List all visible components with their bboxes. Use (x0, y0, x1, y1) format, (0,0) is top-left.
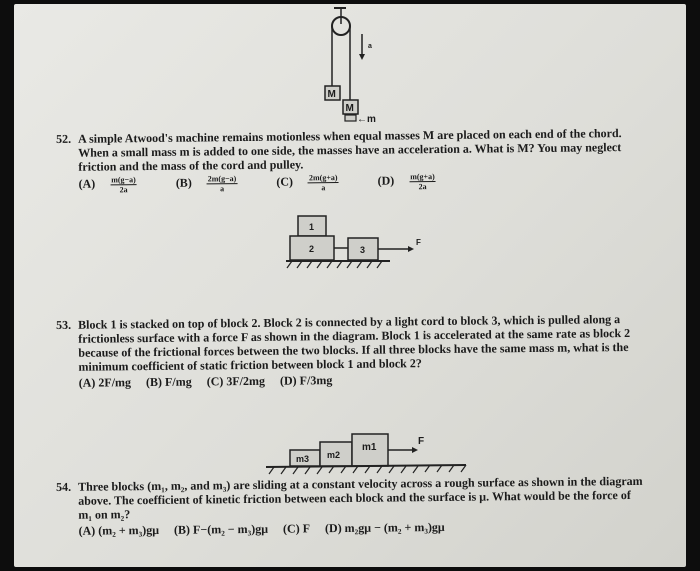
force-arrow-head (408, 246, 414, 252)
choice-54-a[interactable]: (A) (m₂ + m₃)gμ (78, 522, 160, 538)
added-small-mass (345, 115, 356, 121)
right-mass-label: M (345, 103, 354, 114)
choice-54-d[interactable]: (D) m₂gμ − (m₂ + m₃)gμ (324, 519, 445, 536)
acceleration-label: a (368, 43, 372, 50)
question-52-number: 52. (56, 131, 72, 146)
question-53-line-1: Block 1 is stacked on top of block 2. Block 2 is connected by a light cord to block 3, which is pulled along a (77, 312, 621, 332)
question-53-line-4: minimum coefficient of static friction between block 1 and block 2? (78, 356, 422, 374)
choice-53-d[interactable]: (D) F/3mg (279, 373, 333, 388)
three-blocks-diagram (262, 428, 472, 478)
acceleration-arrow-head (359, 54, 365, 60)
choice-54-b[interactable]: (B) F−(m₂ − m₃)gμ (173, 521, 269, 537)
force-label: F (416, 238, 421, 247)
choice-54-c[interactable]: (C) F (282, 521, 311, 536)
left-mass-label: M (327, 89, 336, 100)
choice-52-c[interactable]: (C) $\frac{2m(g+a)}{a}$ (276, 173, 338, 193)
choice-52-a[interactable]: (A) $\frac{m(g-a)}{2a}$ (78, 175, 136, 195)
block-m1-label: m1 (362, 442, 377, 453)
added-mass-label: ←m (357, 114, 376, 125)
force-arrow-54-head (412, 447, 418, 453)
question-52 (56, 126, 622, 195)
choice-52-b[interactable]: (B) $\frac{2m(g-a)}{a}$ (175, 174, 237, 194)
floor-hatching (287, 261, 382, 268)
question-54-line-2: above. The coefficient of kinetic friction between each block and the surface is μ. What would be the force of (78, 487, 631, 508)
block-1-label: 1 (309, 222, 315, 232)
force-label-54: F (418, 436, 425, 447)
block-m3-label: m3 (296, 454, 310, 464)
question-53-line-3: because of the frictional forces between the two blocks. If all three blocks have the same mass m, what is the (78, 340, 629, 360)
question-54-line-3: m₁ on m₂? (78, 507, 131, 522)
question-54 (56, 474, 643, 538)
question-52-line-2: When a small mass m is added to one side, the masses have an acceleration a. What is M? You may neglect (78, 140, 622, 160)
question-53-number: 53. (56, 317, 72, 332)
stacked-blocks-diagram (282, 212, 452, 274)
block-3-label: 3 (360, 245, 366, 255)
question-53 (56, 312, 631, 390)
question-53-line-2: frictionless surface with a force F as shown in the diagram. Block 1 is accelerated at the same rate as block 2 (78, 325, 631, 346)
block-2-label: 2 (309, 244, 315, 254)
block-m2-label: m2 (327, 450, 341, 460)
question-52-line-3: friction and the mass of the cord and pulley. (78, 157, 304, 174)
choice-53-a[interactable]: (A) 2F/mg (78, 375, 132, 390)
question-54-line-1: Three blocks (m₁, m₂, and m₃) are sliding at a constant velocity across a rough surface as shown in the diagram (77, 473, 643, 494)
question-52-line-1: A simple Atwood's machine remains motionless when equal masses M are placed on each end of the chord. (77, 126, 622, 146)
choice-52-d[interactable]: (D) $\frac{m(g+a)}{2a}$ (377, 172, 435, 192)
question-54-number: 54. (56, 479, 72, 494)
atwood-diagram (300, 6, 390, 128)
choice-53-c[interactable]: (C) 3F/2mg (206, 373, 266, 389)
choice-53-b[interactable]: (B) F/mg (145, 374, 192, 390)
